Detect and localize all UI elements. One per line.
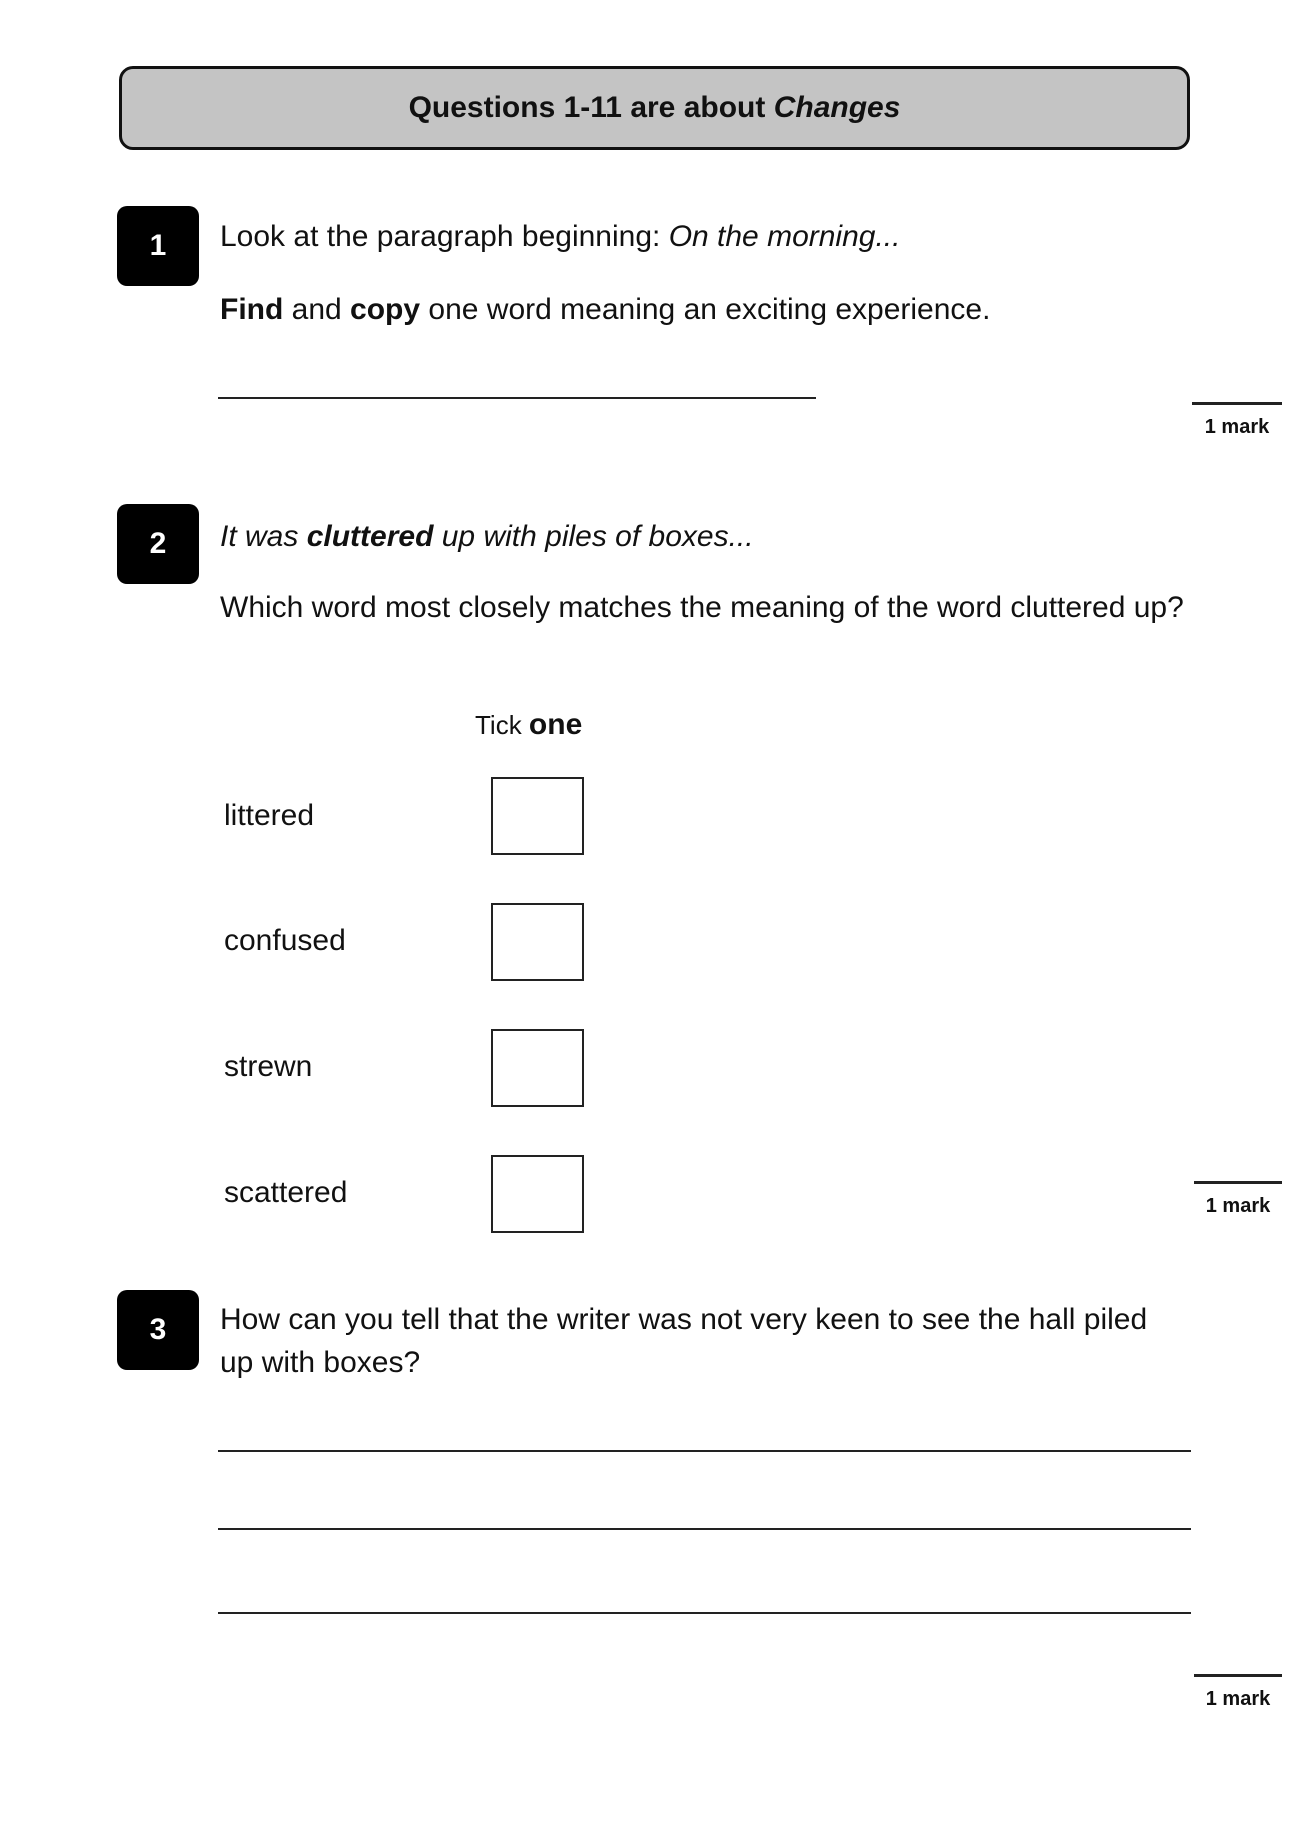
option-label-littered: littered — [224, 799, 315, 832]
q2-mark-rule — [1194, 1181, 1282, 1184]
q3-mark-rule — [1194, 1674, 1282, 1677]
q2-quote-start: It was — [220, 520, 307, 553]
option-label-scattered: scattered — [224, 1176, 348, 1209]
q2-quote-end: up with piles of boxes... — [433, 520, 754, 553]
q1-instruction — [220, 288, 990, 331]
tick-prefix: Tick — [475, 710, 529, 740]
q1-copy-word: copy — [350, 293, 421, 326]
tick-box-littered[interactable] — [491, 777, 584, 855]
q1-prompt-prefix: Look at the paragraph beginning: — [220, 220, 669, 253]
q1-mark-rule — [1192, 402, 1282, 405]
q1-and-word: and — [283, 293, 351, 326]
option-label-confused: confused — [224, 924, 346, 957]
option-label-strewn: strewn — [224, 1050, 313, 1083]
q3-answer-line-3[interactable] — [218, 1612, 1191, 1614]
q1-mark-label: 1 mark — [1204, 416, 1270, 438]
question-number-1: 1 — [117, 206, 199, 286]
q3-mark-label: 1 mark — [1205, 1688, 1271, 1710]
tick-instruction — [475, 705, 582, 745]
q1-instruction-rest: one word meaning an exciting experience. — [420, 293, 991, 326]
tick-one: one — [528, 708, 583, 741]
question-number-2: 2 — [117, 504, 199, 584]
tick-box-scattered[interactable] — [491, 1155, 584, 1233]
q1-answer-line[interactable] — [218, 397, 816, 399]
q2-quote-bold: cluttered — [306, 520, 434, 553]
q1-prompt — [220, 215, 900, 258]
question-number-3: 3 — [117, 1290, 199, 1370]
q3-answer-line-1[interactable] — [218, 1450, 1191, 1452]
q2-question: Which word most closely matches the meaning of the word cluttered up? — [220, 591, 1184, 624]
q3-question: How can you tell that the writer was not very keen to see the hall piled up with boxes? — [220, 1303, 1148, 1379]
q1-prompt-italic: On the morning... — [668, 220, 901, 253]
q2-mark-label: 1 mark — [1205, 1195, 1271, 1217]
q3-answer-line-2[interactable] — [218, 1528, 1191, 1530]
q2-quote — [220, 515, 754, 558]
tick-box-confused[interactable] — [491, 903, 584, 981]
section-banner — [119, 66, 1190, 150]
banner-prefix: Questions 1-11 are about — [408, 91, 766, 124]
q1-find-word: Find — [220, 293, 284, 326]
banner-title: Changes — [773, 91, 901, 124]
tick-box-strewn[interactable] — [491, 1029, 584, 1107]
